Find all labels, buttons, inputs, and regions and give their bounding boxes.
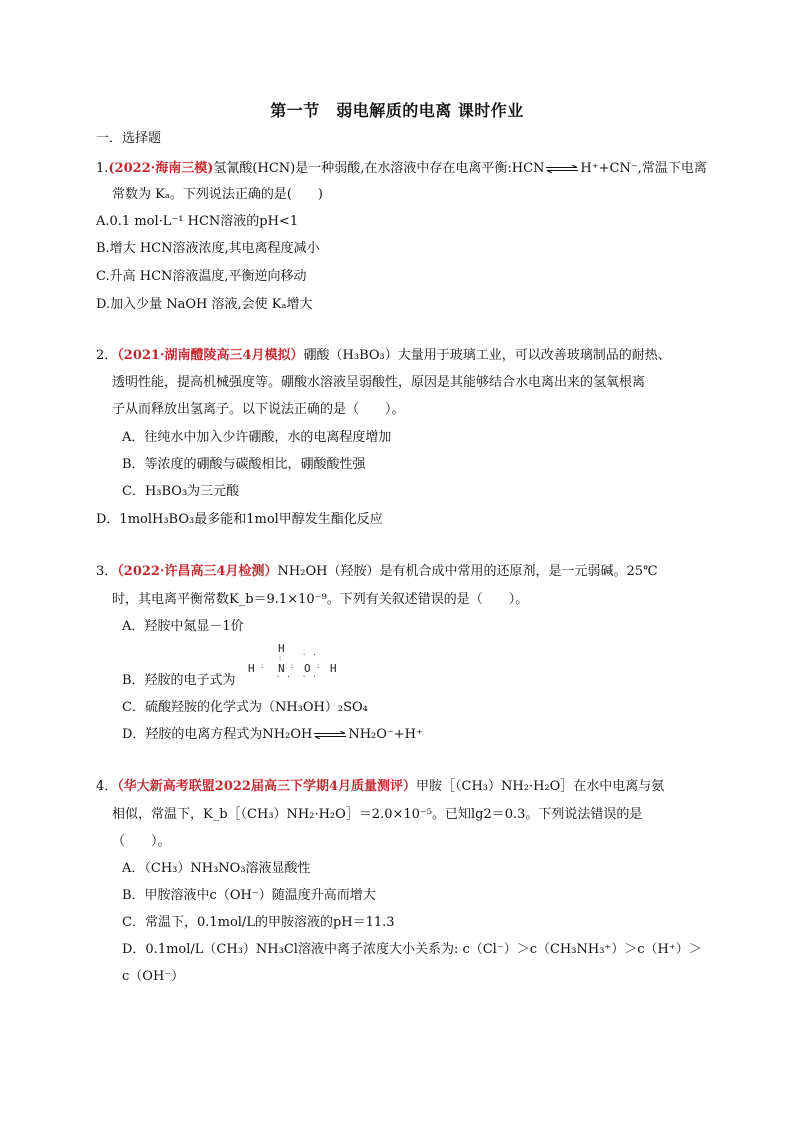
question-4-stem [96, 778, 664, 796]
question-text: 氢氰酸(HCN)是一种弱酸,在水溶液中存在电离平衡:HCN [213, 161, 545, 176]
option-c: C．常温下，0.1mol/L的甲胺溶液的pH＝11.3 [122, 915, 395, 930]
option-a: A.0.1 mol·L⁻¹ HCN溶液的pH<1 [96, 214, 299, 229]
hydroxylamine-lewis-structure [248, 642, 348, 688]
option-d: D．1molH₃BO₃最多能和1mol甲醇发生酯化反应 [96, 512, 383, 527]
option-d: D．0.1mol/L（CH₃）NH₃Cl溶液中离子浓度大小关系为: c（Cl⁻）＞c（CH₃NH₃⁺）＞c（H⁺）＞ [122, 942, 702, 957]
question-3-stem [96, 563, 658, 581]
option-d-cont: c（OH⁻） [122, 969, 185, 984]
option-b: B．甲胺溶液中c（OH⁻）随温度升高而增大 [122, 888, 376, 903]
question-1-stem [96, 160, 707, 178]
question-2-stem-2: 透明性能，提高机械强度等。硼酸水溶液呈弱酸性，原因是其能够结合水电离出来的氢氧根离 [112, 375, 646, 390]
question-text: 甲胺［（CH₃）NH₂·H₂O］在水中电离与氨 [416, 779, 665, 794]
equilibrium-arrow-icon [545, 165, 579, 173]
section-heading: 一．选择题 [96, 131, 162, 146]
option-d [122, 726, 423, 744]
question-1-stem-2: 常数为 Kₐ。下列说法正确的是( ) [112, 187, 324, 202]
lewis-n: N [278, 662, 285, 675]
question-2-stem [96, 347, 671, 365]
question-source: （华大新高考联盟2022届高三下学期4月质量测评） [117, 779, 417, 794]
lewis-bond-dots: : [290, 662, 296, 670]
question-text: NH₂OH（羟胺）是有机合成中常用的还原剂，是一元弱碱。25℃ [277, 564, 658, 579]
lewis-lone-pair: · · [302, 651, 318, 659]
question-4-stem-3: （ ）。 [112, 834, 171, 849]
option-b: B．等浓度的硼酸与碳酸相比，硼酸酸性强 [122, 457, 366, 472]
option-a: A．羟胺中氮显－1价 [122, 619, 244, 634]
question-number: 4． [96, 779, 118, 794]
lewis-h-top: H [278, 642, 285, 655]
lewis-o: O [304, 662, 311, 675]
option-d-text: D．羟胺的电离方程式为NH₂OH [122, 727, 313, 742]
option-c: C.升高 HCN溶液温度,平衡逆向移动 [96, 269, 307, 284]
option-c: C．硫酸羟胺的化学式为（NH₃OH）₂SO₄ [122, 700, 368, 715]
question-text-cont: H⁺+CN⁻,常温下电离 [580, 161, 707, 176]
lewis-bond-dots: : [260, 662, 266, 670]
lewis-lone-pair: · · [276, 673, 292, 681]
option-c: C．H₃BO₃为三元酸 [122, 484, 240, 499]
question-3-stem-2: 时，其电离平衡常数K_b＝9.1×10⁻⁹。下列有关叙述错误的是（ ）。 [112, 592, 529, 607]
lewis-bond-dots: : [316, 662, 322, 670]
question-source: （2021·湖南醴陵高三4月模拟） [117, 348, 304, 363]
option-a: A．往纯水中加入少许硼酸，水的电离程度增加 [122, 430, 392, 445]
question-number: 2． [96, 348, 118, 363]
question-source: （2022·许昌高三4月检测） [117, 564, 278, 579]
option-b: B．羟胺的电子式为 [122, 673, 236, 688]
option-d: D.加入少量 NaOH 溶液,会使 Kₐ增大 [96, 297, 313, 312]
question-number: 3． [96, 564, 118, 579]
question-number: 1. [96, 161, 109, 176]
question-source: (2022·海南三模) [108, 161, 214, 176]
lewis-bond-dots: : [278, 654, 284, 662]
equilibrium-arrow-icon [313, 731, 347, 739]
lewis-h-right: H [330, 662, 337, 675]
page-title: 第一节 弱电解质的电离 课时作业 [270, 101, 524, 120]
option-d-products: NH₂O⁻+H⁺ [348, 727, 423, 742]
lewis-lone-pair: · · [302, 673, 318, 681]
option-b: B.增大 HCN溶液浓度,其电离程度减小 [96, 241, 320, 256]
question-4-stem-2: 相似，常温下，K_b［（CH₃）NH₂·H₂O］＝2.0×10⁻⁵。已知lg2＝0.3。下列说法错误的是 [112, 807, 643, 822]
lewis-h-left: H [248, 662, 255, 675]
option-a: A．（CH₃）NH₃NO₃溶液显酸性 [122, 861, 311, 876]
question-2-stem-3: 子从而释放出氢离子。以下说法正确的是（ ）。 [112, 402, 405, 417]
question-text: 硼酸（H₃BO₃）大量用于玻璃工业，可以改善玻璃制品的耐热、 [303, 348, 671, 363]
